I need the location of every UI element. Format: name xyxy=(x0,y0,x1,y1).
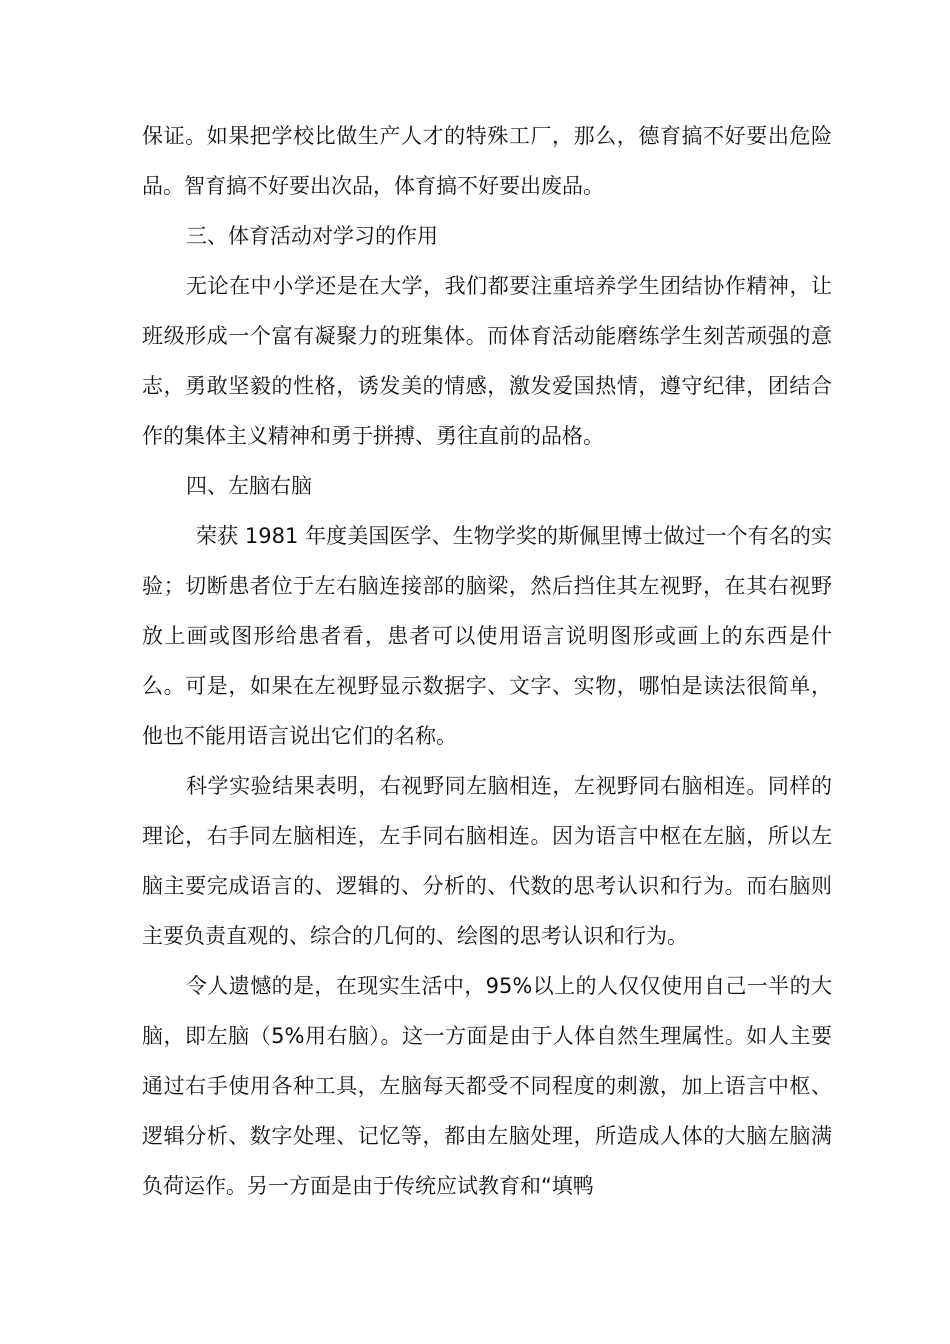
paragraph-sperry-experiment: 荣获 1981 年度美国医学、生物学奖的斯佩里博士做过一个有名的实验；切断患者位于左右脑连接部的脑梁，然后挡住其左视野，在其右视野放上画或图形给患者看，患者可以使用语言说明图形或画上的东西是什么。可是，如果在左视野显示数据字、文字、实物，哪怕是读法很简单，他也不能用语言说出它们的名称。 xyxy=(142,524,832,748)
section-heading-three: 三、体育活动对学习的作用 xyxy=(186,224,438,248)
paragraph-regret: 令人遗憾的是，在现实生活中，95%以上的人仅仅使用自己一半的大脑，即左脑（5%用右脑）。这一方面是由于人体自然生理属性。如人主要通过右手使用各种工具，左脑每天都受不同程度的刺激，加上语言中枢、逻辑分析、数字处理、记忆等，都由左脑处理，所造成人体的大脑左脑满负荷运作。另一方面是由于传统应试教育和“填鸭 xyxy=(142,974,832,1198)
paragraph-science-results: 科学实验结果表明，右视野同左脑相连，左视野同右脑相连。同样的理论，右手同左脑相连，左手同右脑相连。因为语言中枢在左脑，所以左脑主要完成语言的、逻辑的、分析的、代数的思考认识和行为。而右脑则主要负责直观的、综合的几何的、绘图的思考认识和行为。 xyxy=(142,774,832,948)
section-heading-four: 四、左脑右脑 xyxy=(186,474,312,498)
paragraph-conclusion: 保证。如果把学校比做生产人才的特殊工厂，那么，德育搞不好要出危险品。智育搞不好要出次品，体育搞不好要出废品。 xyxy=(142,124,832,198)
document-body xyxy=(142,111,832,1211)
paragraph-teamwork: 无论在中小学还是在大学，我们都要注重培养学生团结协作精神，让班级形成一个富有凝聚力的班集体。而体育活动能磨练学生刻苦顽强的意志，勇敢坚毅的性格，诱发美的情感，激发爱国热情，遵守纪律，团结合作的集体主义精神和勇于拼搏、勇往直前的品格。 xyxy=(142,274,832,448)
